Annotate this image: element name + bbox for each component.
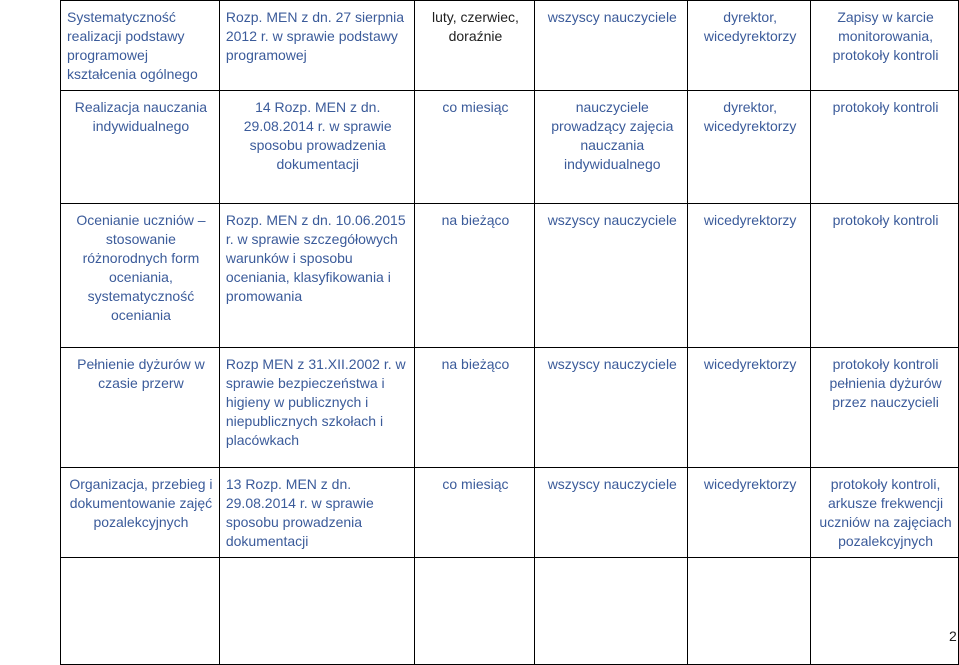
table-row [61,468,959,558]
page-number: 2 [949,628,957,644]
table-row [61,1,959,91]
schedule-cell: na bieżąco [414,204,535,348]
empty-cell [219,558,414,665]
legal-basis-cell: Rozp MEN z 31.XII.2002 r. w sprawie bezpieczeństwa i higieny w publicznych i niepublicznych szkołach i placówkach [219,348,414,468]
supervisor-cell: dyrektor, wicedyrektorzy [688,91,811,204]
documentation-cell: protokoły kontroli [811,91,959,204]
empty-cell [688,558,811,665]
task-cell: Systematyczność realizacji podstawy programowej kształcenia ogólnego [61,1,220,91]
responsible-cell: wszyscy nauczyciele [535,468,688,558]
documentation-cell: protokoły kontroli pełnienia dyżurów przez nauczycieli [811,348,959,468]
supervisor-cell: wicedyrektorzy [688,468,811,558]
empty-cell [535,558,688,665]
documentation-cell: Zapisy w karcie monitorowania, protokoły kontroli [811,1,959,91]
table-row [61,348,959,468]
documentation-cell: protokoły kontroli [811,204,959,348]
schedule-cell: luty, czerwiec, doraźnie [414,1,535,91]
empty-cell [414,558,535,665]
schedule-cell: co miesiąc [414,468,535,558]
task-cell: Ocenianie uczniów – stosowanie różnorodnych form oceniania, systematyczność oceniania [61,204,220,348]
documentation-cell: protokoły kontroli, arkusze frekwencji uczniów na zajęciach pozalekcyjnych [811,468,959,558]
supervisor-cell: dyrektor, wicedyrektorzy [688,1,811,91]
table-row [61,204,959,348]
responsible-cell: wszyscy nauczyciele [535,204,688,348]
legal-basis-cell: 13 Rozp. MEN z dn. 29.08.2014 r. w sprawie sposobu prowadzenia dokumentacji [219,468,414,558]
empty-cell [811,558,959,665]
supervisor-cell: wicedyrektorzy [688,348,811,468]
supervision-plan-table [60,0,959,665]
schedule-cell: na bieżąco [414,348,535,468]
empty-table-row [61,558,959,665]
supervisor-cell: wicedyrektorzy [688,204,811,348]
empty-cell [61,558,220,665]
table-row [61,91,959,204]
task-cell: Pełnienie dyżurów w czasie przerw [61,348,220,468]
legal-basis-cell: 14 Rozp. MEN z dn. 29.08.2014 r. w sprawie sposobu prowadzenia dokumentacji [219,91,414,204]
responsible-cell: nauczyciele prowadzący zajęcia nauczania indywidualnego [535,91,688,204]
legal-basis-cell: Rozp. MEN z dn. 27 sierpnia 2012 r. w sprawie podstawy programowej [219,1,414,91]
task-cell: Realizacja nauczania indywidualnego [61,91,220,204]
responsible-cell: wszyscy nauczyciele [535,1,688,91]
task-cell: Organizacja, przebieg i dokumentowanie zajęć pozalekcyjnych [61,468,220,558]
schedule-cell: co miesiąc [414,91,535,204]
legal-basis-cell: Rozp. MEN z dn. 10.06.2015 r. w sprawie szczegółowych warunków i sposobu oceniania, klasyfikowania i promowania [219,204,414,348]
responsible-cell: wszyscy nauczyciele [535,348,688,468]
